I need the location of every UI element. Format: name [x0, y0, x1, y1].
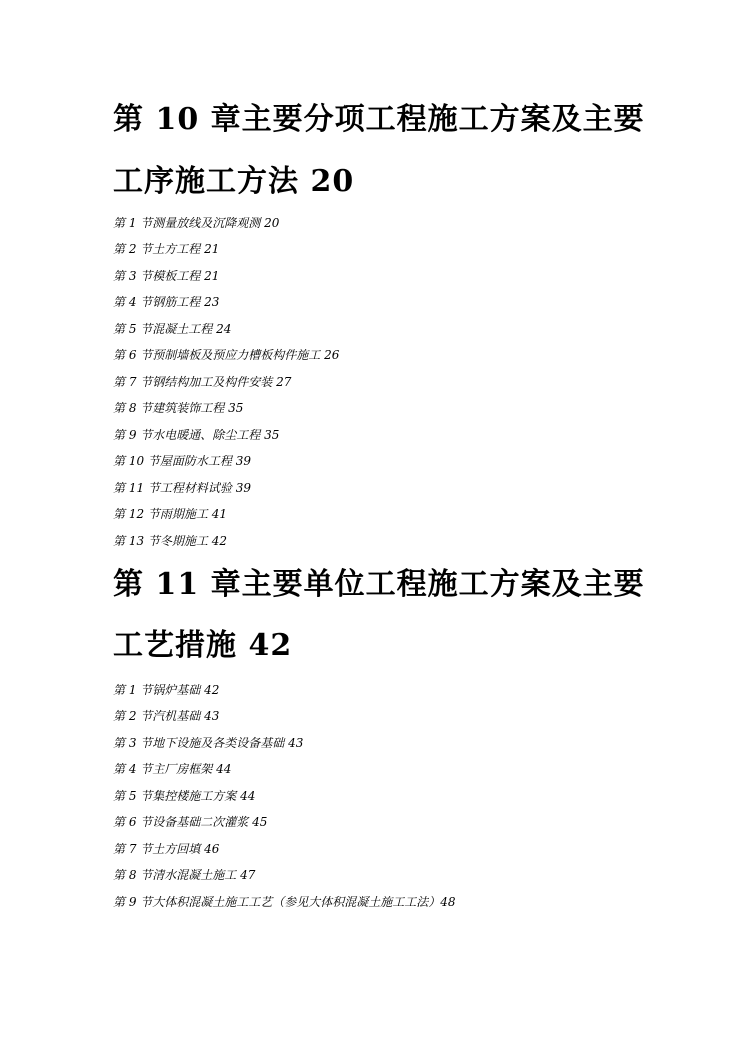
toc-entry: 第 6 节设备基础二次灌浆 45 — [113, 815, 268, 829]
toc-entry: 第 1 节测量放线及沉降观测 20 — [113, 216, 280, 230]
toc-entry: 第 11 节工程材料试验 39 — [113, 481, 251, 495]
toc-entry: 第 10 节屋面防水工程 39 — [113, 454, 251, 468]
toc-entry: 第 1 节锅炉基础 42 — [113, 683, 220, 697]
chapter-11-title-line-1: 第 11 章主要单位工程施工方案及主要 — [113, 567, 645, 602]
toc-entry: 第 5 节混凝土工程 24 — [113, 322, 232, 336]
toc-entry: 第 3 节模板工程 21 — [113, 269, 220, 283]
chapter-10-title-line-1: 第 10 章主要分项工程施工方案及主要 — [113, 102, 645, 137]
toc-entry: 第 4 节主厂房框架 44 — [113, 762, 232, 776]
toc-entry: 第 7 节土方回填 46 — [113, 842, 220, 856]
toc-entry: 第 8 节建筑装饰工程 35 — [113, 401, 244, 415]
toc-entry: 第 7 节钢结构加工及构件安装 27 — [113, 375, 292, 389]
toc-entry: 第 8 节清水混凝土施工 47 — [113, 868, 256, 882]
toc-entry: 第 9 节大体积混凝土施工工艺（参见大体积混凝土施工工法）48 — [113, 895, 456, 909]
toc-entry: 第 9 节水电暖通、除尘工程 35 — [113, 428, 280, 442]
toc-entry: 第 12 节雨期施工 41 — [113, 507, 227, 521]
chapter-10-title-line-2: 工序施工方法 20 — [113, 164, 355, 199]
toc-entry: 第 4 节钢筋工程 23 — [113, 295, 220, 309]
chapter-11-title-line-2: 工艺措施 42 — [113, 628, 293, 663]
toc-entry: 第 6 节预制墙板及预应力槽板构件施工 26 — [113, 348, 340, 362]
toc-entry: 第 3 节地下设施及各类设备基础 43 — [113, 736, 304, 750]
toc-entry: 第 2 节汽机基础 43 — [113, 709, 220, 723]
toc-entry: 第 2 节土方工程 21 — [113, 242, 220, 256]
toc-entry: 第 13 节冬期施工 42 — [113, 534, 227, 548]
toc-entry: 第 5 节集控楼施工方案 44 — [113, 789, 256, 803]
